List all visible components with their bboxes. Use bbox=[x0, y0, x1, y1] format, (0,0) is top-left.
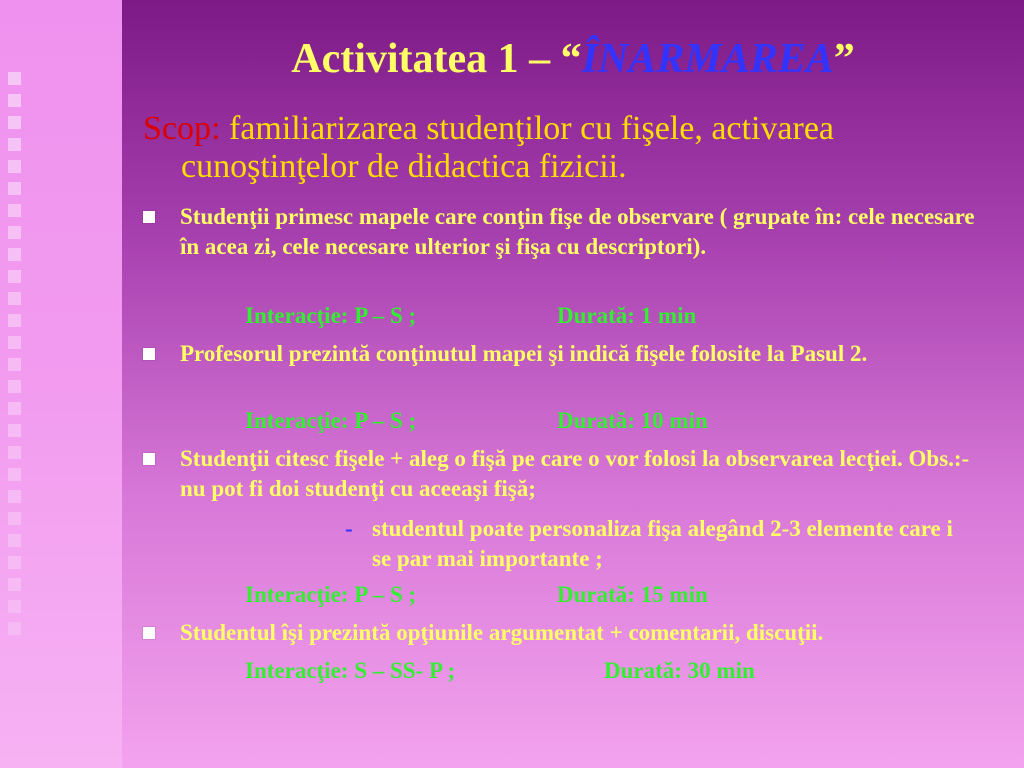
left-decorative-band bbox=[0, 0, 122, 768]
square-bullet-icon bbox=[143, 453, 155, 465]
bullet-item bbox=[143, 444, 993, 504]
decorative-square bbox=[8, 556, 21, 569]
duration-label: Durată: 30 min bbox=[604, 658, 755, 683]
decorative-square bbox=[8, 402, 21, 415]
title-prefix: Activitatea 1 – “ bbox=[291, 36, 582, 82]
decorative-square bbox=[8, 116, 21, 129]
scope-text-line1: familiarizarea studenţilor cu fişele, activarea bbox=[220, 110, 835, 147]
sub-note bbox=[345, 514, 955, 574]
decorative-square bbox=[8, 248, 21, 261]
duration-label: Durată: 15 min bbox=[557, 582, 708, 607]
interaction-label: Interacţie: P – S ; bbox=[245, 408, 417, 433]
bullet-text: Studenţii primesc mapele care conţin fişe de observare ( grupate în: cele necesare în acea zi, cele necesare ulterior şi fişa cu descriptori). bbox=[180, 204, 975, 259]
scope-text-line2: cunoştinţelor de didactica fizicii. bbox=[181, 148, 627, 185]
decorative-square bbox=[8, 204, 21, 217]
square-bullet-icon bbox=[143, 627, 155, 639]
bullet-text: Studentul îşi prezintă opţiunile argumentat + comentarii, discuţii. bbox=[180, 620, 824, 645]
decorative-square bbox=[8, 336, 21, 349]
bullet-item bbox=[143, 202, 993, 262]
decorative-square bbox=[8, 578, 21, 591]
scope-label: Scop: bbox=[143, 110, 221, 147]
decorative-square bbox=[8, 226, 21, 239]
duration-label: Durată: 10 min bbox=[557, 408, 708, 433]
title-suffix: ” bbox=[833, 36, 855, 82]
decorative-square bbox=[8, 160, 21, 173]
decorative-square bbox=[8, 490, 21, 503]
decorative-square bbox=[8, 182, 21, 195]
bullet-text: Profesorul prezintă conţinutul mapei şi indică fişele folosite la Pasul 2. bbox=[180, 341, 868, 366]
decorative-square bbox=[8, 138, 21, 151]
bullet-text: Studenţii citesc fişele + aleg o fişă pe care o vor folosi la observarea lecţiei. Obs.:-nu pot fi doi studenţi cu aceeaşi fişă; bbox=[180, 446, 970, 501]
sub-note-text: studentul poate personaliza fişa alegând 2-3 elemente care i se par mai importante ; bbox=[372, 516, 953, 571]
decorative-square bbox=[8, 468, 21, 481]
decorative-square bbox=[8, 358, 21, 371]
slide-title bbox=[122, 34, 1024, 84]
decorative-square bbox=[8, 380, 21, 393]
decorative-square bbox=[8, 600, 21, 613]
decorative-square bbox=[8, 446, 21, 459]
title-emphasis: ÎNARMAREA bbox=[581, 36, 834, 82]
decorative-square bbox=[8, 94, 21, 107]
decorative-square bbox=[8, 512, 21, 525]
scope-paragraph bbox=[143, 110, 993, 186]
interaction-label: Interacţie: P – S ; bbox=[245, 303, 417, 328]
interaction-label: Interacţie: P – S ; bbox=[245, 582, 417, 607]
interaction-label: Interacţie: S – SS- P ; bbox=[245, 658, 456, 683]
square-bullet-icon bbox=[143, 348, 155, 360]
bullet-item bbox=[143, 618, 993, 648]
decorative-square bbox=[8, 534, 21, 547]
decorative-square bbox=[8, 424, 21, 437]
decorative-square bbox=[8, 314, 21, 327]
decorative-square bbox=[8, 292, 21, 305]
decorative-square bbox=[8, 622, 21, 635]
duration-label: Durată: 1 min bbox=[557, 303, 697, 328]
decorative-square bbox=[8, 270, 21, 283]
decorative-square bbox=[8, 72, 21, 85]
square-bullet-icon bbox=[143, 211, 155, 223]
dash-marker: - bbox=[345, 516, 353, 541]
bullet-item bbox=[143, 339, 993, 369]
